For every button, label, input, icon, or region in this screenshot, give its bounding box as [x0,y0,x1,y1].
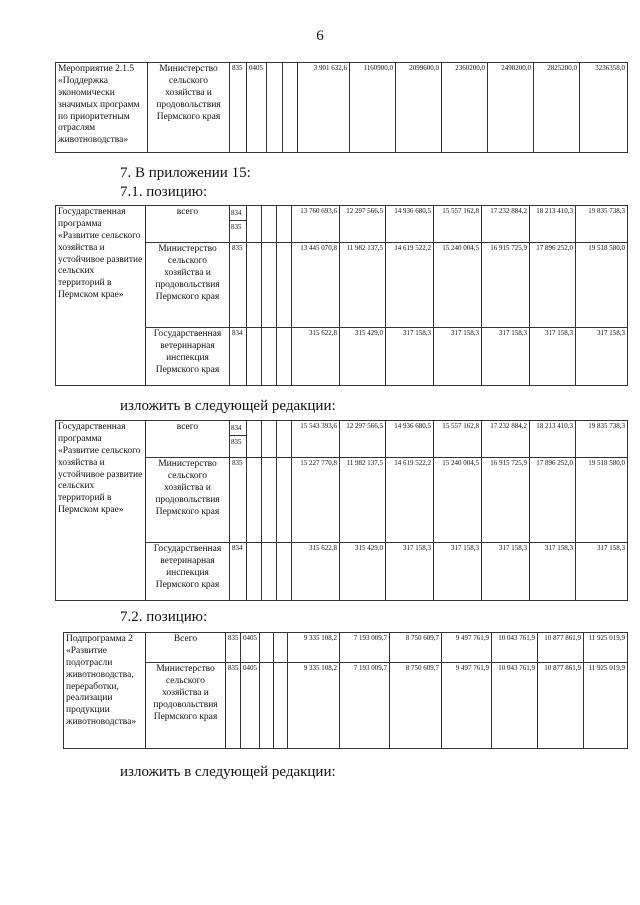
value-cell: 317 158,3 [386,543,434,601]
value-cell: 14 619 522,2 [386,243,434,328]
value-cell: 7 193 009,7 [340,663,390,749]
table-state-program-old [55,205,628,386]
value-cell: 2099600,0 [396,63,442,153]
row-label: Всего [146,633,226,663]
rzpr-code: 0405 [241,663,260,749]
subprogram-name-cell: Подпрограмма 2 «Развитие подотрасли животноводства, переработки, реализации продукции животноводства» [64,633,146,749]
row-label: Государственная ветеринарная инспекция Пермского края [146,543,230,601]
row-label: Государственная ветеринарная инспекция Пермского края [146,328,230,386]
value-cell: 9 335 108,2 [288,663,340,749]
value-cell: 15 543 393,6 [292,421,340,458]
value-cell: 13 445 070,8 [292,243,340,328]
value-cell: 19 835 738,3 [576,421,628,458]
value-cell: 315 622,8 [292,328,340,386]
value-cell: 317 158,3 [386,328,434,386]
grbs-code: 835 [230,63,247,153]
table-activity-2-1-5 [55,62,628,153]
table-state-program-new [55,420,628,601]
program-name-cell: Государственная программа «Развитие сельского хозяйства и устойчивое развитие сельских территорий в Пермском крае» [56,206,146,386]
value-cell: 19 518 580,0 [576,458,628,543]
value-cell: 17 232 884,2 [482,206,530,243]
value-cell: 15 557 162,8 [434,206,482,243]
value-cell: 12 297 566,5 [340,421,386,458]
value-cell: 3 901 632,6 [298,63,350,153]
value-cell: 17 232 884,2 [482,421,530,458]
value-cell: 7 193 009,7 [340,633,390,663]
value-cell: 11 925 019,9 [584,663,628,749]
value-cell: 317 158,3 [530,543,576,601]
value-cell: 317 158,3 [434,543,482,601]
value-cell: 11 982 137,5 [340,458,386,543]
value-cell: 9 497 761,9 [442,663,492,749]
grbs-code: 835 [230,458,247,543]
grbs-code: 834 [230,543,247,601]
value-cell: 10 043 761,9 [492,633,538,663]
value-cell: 8 750 609,7 [390,663,442,749]
empty-cell [267,63,283,153]
value-cell: 15 240 004,5 [434,243,482,328]
value-cell: 14 936 680,5 [386,206,434,243]
value-cell: 10 877 861,9 [538,633,584,663]
value-cell: 15 557 162,8 [434,421,482,458]
grbs-code: 835 [231,437,242,446]
value-cell: 11 925 019,9 [584,633,628,663]
grbs-code: 835 [230,243,247,328]
paragraph-7: 7. В приложении 15: [120,165,251,181]
value-cell: 2360200,0 [442,63,488,153]
row-label: всего [146,421,230,458]
value-cell: 317 158,3 [482,328,530,386]
value-cell: 19 835 738,3 [576,206,628,243]
value-cell: 19 518 580,0 [576,243,628,328]
value-cell: 1160900,0 [350,63,396,153]
value-cell: 9 335 108,2 [288,633,340,663]
value-cell: 317 158,3 [576,543,628,601]
empty-cell [283,63,298,153]
paragraph-7-1: 7.1. позицию: [120,184,208,200]
value-cell: 315 429,0 [340,543,386,601]
value-cell: 317 158,3 [434,328,482,386]
value-cell: 18 213 410,3 [530,206,576,243]
value-cell: 14 619 522,2 [386,458,434,543]
value-cell: 16 915 725,9 [482,458,530,543]
value-cell: 11 982 137,5 [340,243,386,328]
row-label: Министерство сельского хозяйства и продовольствия Пермского края [146,243,230,328]
row-label: Министерство сельского хозяйства и продовольствия Пермского края [146,458,230,543]
value-cell: 2825200,0 [534,63,580,153]
value-cell: 8 750 609,7 [390,633,442,663]
paragraph-7-2: 7.2. позицию: [120,609,208,625]
program-name-cell: Государственная программа «Развитие сельского хозяйства и устойчивое развитие сельских территорий в Пермском крае» [56,421,146,601]
value-cell: 10 877 861,9 [538,663,584,749]
value-cell: 15 227 770,8 [292,458,340,543]
value-cell: 317 158,3 [576,328,628,386]
value-cell: 315 622,8 [292,543,340,601]
value-cell: 15 240 004,5 [434,458,482,543]
page-number: 6 [316,28,324,44]
table-subprogram-2 [63,632,628,749]
value-cell: 9 497 761,9 [442,633,492,663]
responsible-cell: Министерство сельского хозяйства и продовольствия Пермского края [148,63,230,153]
value-cell: 17 896 252,0 [530,458,576,543]
rzpr-code: 0405 [247,63,267,153]
grbs-codes [230,206,247,243]
value-cell: 315 429,0 [340,328,386,386]
value-cell: 317 158,3 [482,543,530,601]
value-cell: 3236358,0 [580,63,628,153]
grbs-code: 834 [230,207,246,221]
row-label: всего [146,206,230,243]
value-cell: 14 936 680,5 [386,421,434,458]
value-cell: 18 213 410,3 [530,421,576,458]
grbs-codes [230,421,247,458]
value-cell: 2498200,0 [488,63,534,153]
value-cell: 10 043 761,9 [492,663,538,749]
value-cell: 12 297 566,5 [340,206,386,243]
grbs-code: 835 [226,663,241,749]
grbs-code: 835 [231,222,242,231]
grbs-code: 835 [226,633,241,663]
value-cell: 13 760 693,6 [292,206,340,243]
activity-name-cell: Мероприятие 2.1.5 «Поддержка экономически значимых программ по приоритетным отраслям животноводства» [56,63,148,153]
rzpr-code: 0405 [241,633,260,663]
value-cell: 317 158,3 [530,328,576,386]
paragraph-replace-1: изложить в следующей редакции: [120,398,336,414]
row-label: Министерство сельского хозяйства и продовольствия Пермского края [146,663,226,749]
grbs-code: 834 [230,422,246,436]
value-cell: 17 896 252,0 [530,243,576,328]
value-cell: 16 915 725,9 [482,243,530,328]
paragraph-replace-2: изложить в следующей редакции: [120,764,336,780]
grbs-code: 834 [230,328,247,386]
